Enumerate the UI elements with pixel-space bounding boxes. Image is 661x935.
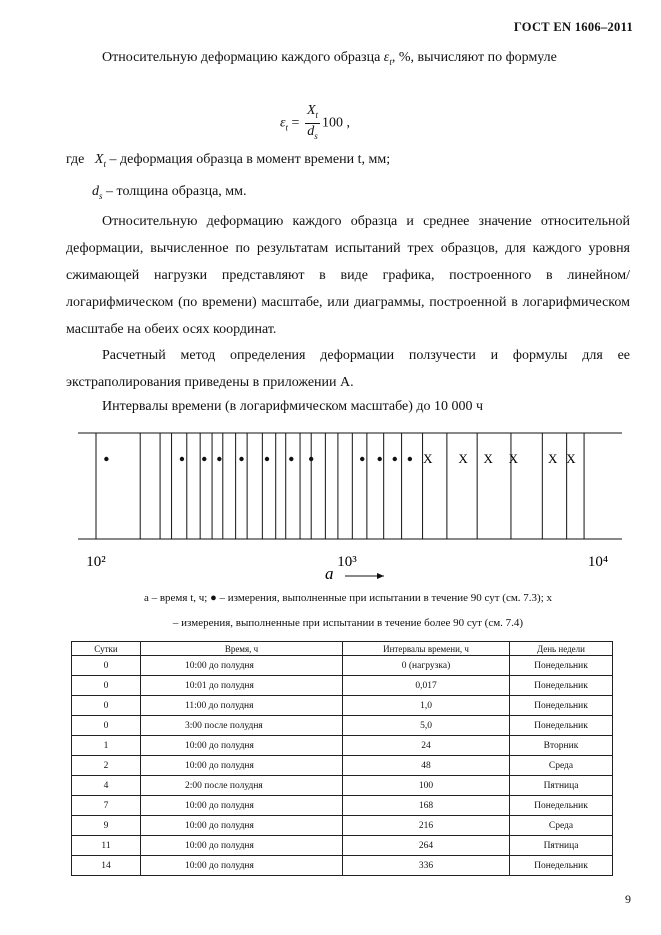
cell-interval: 0 (нагрузка) <box>343 656 510 676</box>
where-d-sub: s <box>99 190 103 201</box>
chart-title: Интервалы времени (в логарифмическом масштабе) до 10 000 ч <box>102 399 484 414</box>
cell-days: 7 <box>72 796 141 816</box>
measurement-dot <box>202 457 206 461</box>
cell-time: 10:00 до полудня <box>141 856 343 876</box>
cell-weekday: Понедельник <box>510 796 613 816</box>
cell-interval: 100 <box>343 776 510 796</box>
cell-weekday: Понедельник <box>510 696 613 716</box>
measurement-dot <box>378 457 382 461</box>
axis-tick-labels <box>86 554 608 570</box>
table-row <box>72 716 613 736</box>
measurement-dot <box>104 457 108 461</box>
measurement-dot <box>180 457 184 461</box>
table-row <box>72 836 613 856</box>
col-header-days: Сутки <box>72 642 141 656</box>
caption-line-2: – измерения, выполненные при испытании в течение более 90 сут (см. 7.4) <box>172 617 524 629</box>
interval-lines <box>78 433 622 539</box>
x-tick-label: 10³ <box>337 554 357 570</box>
measurement-dot <box>289 457 293 461</box>
table-row <box>72 656 613 676</box>
where-d-desc: – толщина образца, мм. <box>102 184 247 199</box>
table-row <box>72 756 613 776</box>
formula-numerator: X <box>306 103 316 118</box>
cell-days: 4 <box>72 776 141 796</box>
cell-time: 2:00 после полудня <box>141 776 343 796</box>
para1-text-after: , %, вычисляют по формуле <box>391 50 557 65</box>
col-header-intervals: Интервалы времени, ч <box>343 642 510 656</box>
cell-interval: 336 <box>343 856 510 876</box>
cell-days: 2 <box>72 756 141 776</box>
cell-interval: 24 <box>343 736 510 756</box>
cell-time: 10:01 до полудня <box>141 676 343 696</box>
cell-interval: 168 <box>343 796 510 816</box>
measurement-schedule-table <box>71 641 613 876</box>
cell-time: 10:00 до полудня <box>141 836 343 856</box>
cell-weekday: Вторник <box>510 736 613 756</box>
cell-time: 10:00 до полудня <box>141 656 343 676</box>
formula-tail: 100 , <box>322 115 351 131</box>
measurement-x-marker: X <box>548 451 558 466</box>
strain-symbol: ε <box>383 50 390 65</box>
caption-line-1: а – время t, ч; ● – измерения, выполненные при испытании в течение 90 сут (см. 7.3); х <box>143 592 553 604</box>
para1-text-before: Относительную деформацию каждого образца <box>102 50 384 65</box>
cell-weekday: Понедельник <box>510 676 613 696</box>
where-d-symbol: d <box>92 184 99 199</box>
table-row <box>72 696 613 716</box>
measurement-dot <box>265 457 269 461</box>
x-tick-label: 10² <box>86 554 106 570</box>
cell-days: 0 <box>72 656 141 676</box>
measurement-dot <box>309 457 313 461</box>
cell-time: 10:00 до полудня <box>141 796 343 816</box>
cell-days: 9 <box>72 816 141 836</box>
page-number: 9 <box>625 892 631 906</box>
table-row <box>72 676 613 696</box>
cell-weekday: Понедельник <box>510 656 613 676</box>
cell-weekday: Пятница <box>510 776 613 796</box>
measurement-x-marker: X <box>458 451 468 466</box>
measurement-dot <box>393 457 397 461</box>
measurement-dot <box>217 457 221 461</box>
paragraph-graph-presentation: Относительную деформацию каждого образца и среднее значение относительной деформации, вычисленное по результатам испытаний трех образцов, для каждого уровня сжимающей нагрузки представляют в виде графика, построенного в линейном/логарифмическом (по времени) масштабе, или диаграммы, построенной в логарифмическом масштабе на обеих осях координат. <box>66 214 630 337</box>
cell-days: 11 <box>72 836 141 856</box>
cell-time: 10:00 до полудня <box>141 756 343 776</box>
formula-denominator-sub: s <box>314 130 318 141</box>
strain-symbol-sub: t <box>389 56 392 67</box>
measurement-x-marker: X <box>566 451 576 466</box>
cell-weekday: Среда <box>510 816 613 836</box>
cell-interval: 264 <box>343 836 510 856</box>
measurement-x-marker: X <box>423 451 433 466</box>
formula-lhs-sub: t <box>285 122 289 133</box>
where-x-desc: – деформация образца в момент времени t, мм; <box>105 152 391 167</box>
cell-time: 10:00 до полудня <box>141 736 343 756</box>
table-row <box>72 736 613 756</box>
cell-weekday: Понедельник <box>510 856 613 876</box>
cell-days: 14 <box>72 856 141 876</box>
formula-equals: = <box>291 115 300 131</box>
cell-time: 10:00 до полудня <box>141 816 343 836</box>
paragraph-calculation-method: Расчетный метод определения деформации ползучести и формулы для ее экстраполирования приведены в приложении А. <box>66 348 630 390</box>
measurement-dot <box>408 457 412 461</box>
where-x-sub: t <box>103 158 106 169</box>
col-header-weekday: День недели <box>510 642 613 656</box>
cell-interval: 216 <box>343 816 510 836</box>
cell-weekday: Понедельник <box>510 716 613 736</box>
cell-weekday: Пятница <box>510 836 613 856</box>
cell-interval: 48 <box>343 756 510 776</box>
formula-denominator: d <box>307 123 315 139</box>
table-row <box>72 816 613 836</box>
cell-weekday: Среда <box>510 756 613 776</box>
axis-arrow-head <box>377 573 384 579</box>
where-prefix: где <box>66 152 85 167</box>
table-header-row <box>72 642 613 656</box>
cell-days: 0 <box>72 696 141 716</box>
cell-days: 0 <box>72 716 141 736</box>
formula-numerator-sub: t <box>315 109 319 120</box>
cell-time: 11:00 до полудня <box>141 696 343 716</box>
table-row <box>72 856 613 876</box>
measurement-dot <box>239 457 243 461</box>
cell-days: 0 <box>72 676 141 696</box>
cell-time: 3:00 после полудня <box>141 716 343 736</box>
cell-interval: 1,0 <box>343 696 510 716</box>
document-header: ГОСТ EN 1606–2011 <box>513 20 633 34</box>
cell-days: 1 <box>72 736 141 756</box>
table-row <box>72 776 613 796</box>
cell-interval: 0,017 <box>343 676 510 696</box>
where-x-symbol: X <box>94 152 104 167</box>
measurement-dot <box>360 457 364 461</box>
col-header-time: Время, ч <box>141 642 343 656</box>
measurement-x-marker: X <box>508 451 519 466</box>
formula-lhs: ε <box>280 115 286 131</box>
measurement-x-marker: X <box>483 451 493 466</box>
table-row <box>72 796 613 816</box>
x-tick-label: 10⁴ <box>587 554 609 570</box>
measurement-points <box>104 451 576 466</box>
cell-interval: 5,0 <box>343 716 510 736</box>
axis-label: a <box>325 564 334 583</box>
